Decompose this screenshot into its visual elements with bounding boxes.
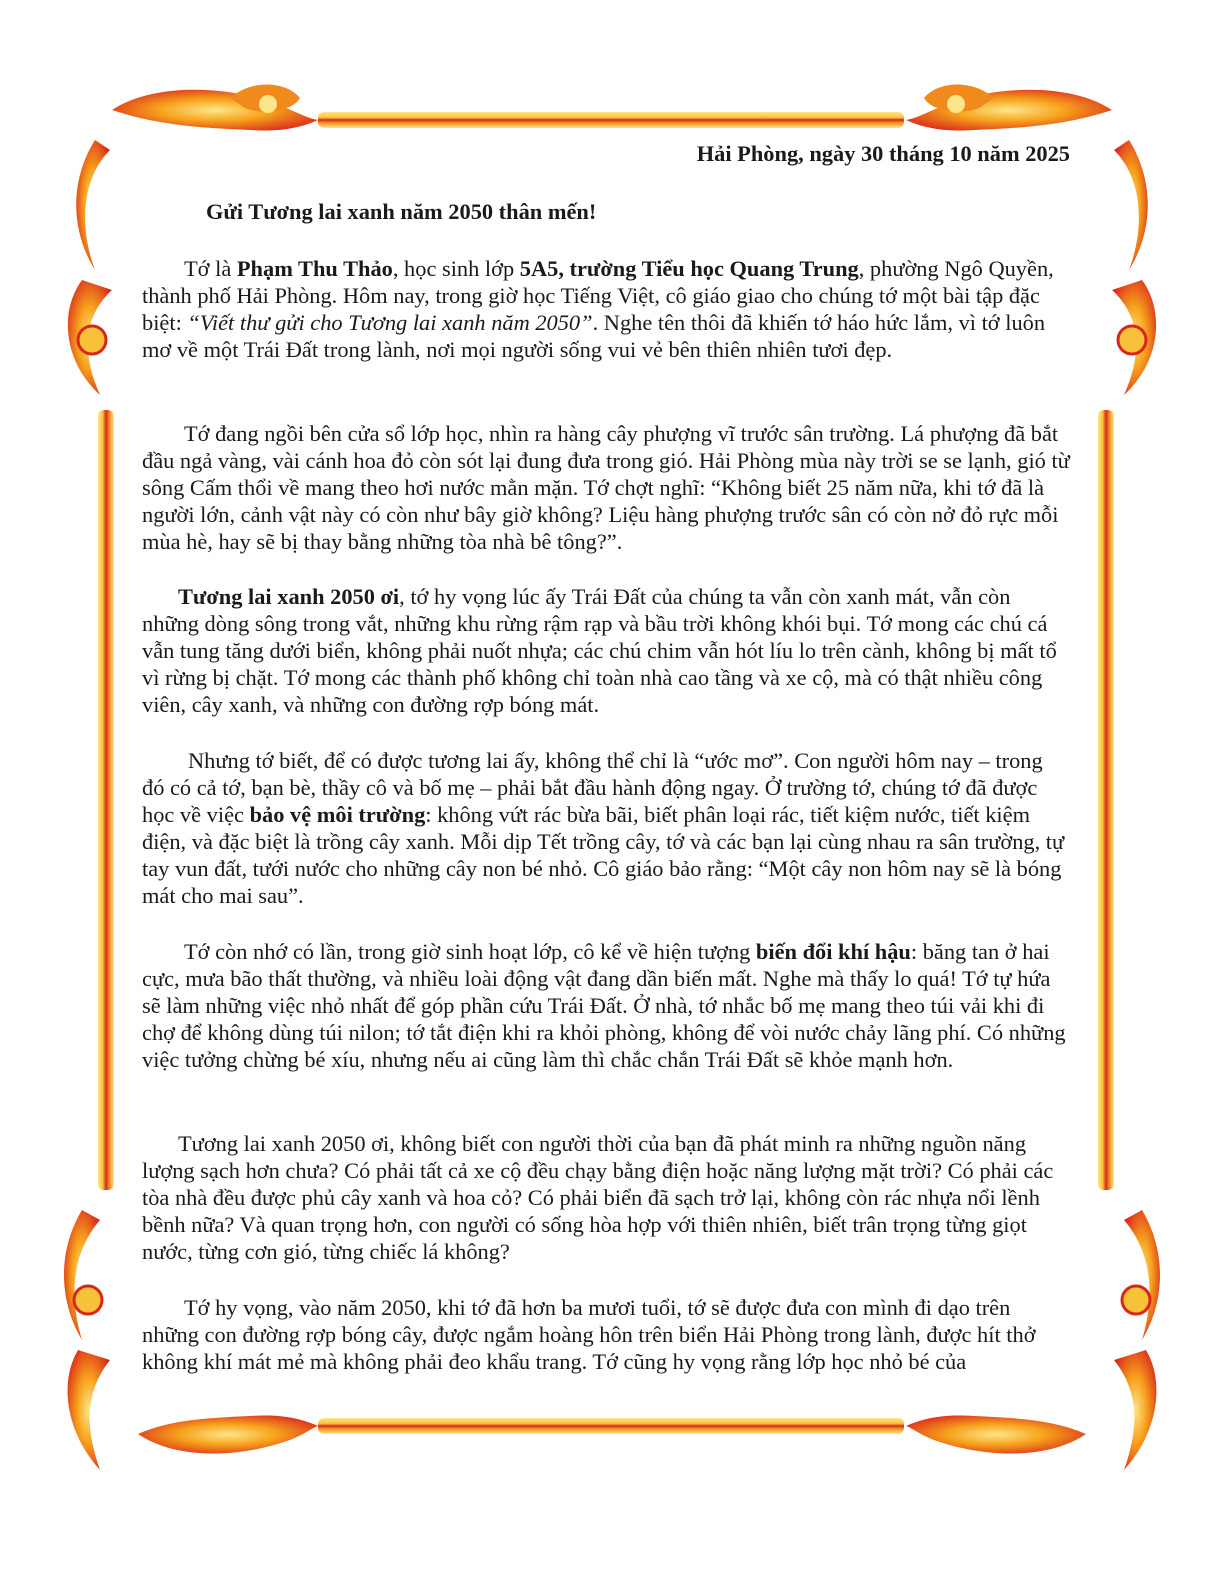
right-border-bar — [1098, 410, 1114, 1190]
paragraph-questions: Tương lai xanh 2050 ơi, không biết con người thời của bạn đã phát minh ra những nguồn năng lượng sạch hơn chưa? Có phải tất cả xe cộ đều chạy bằng điện hoặc năng lượng mặt trời? Có phải các tòa nhà đều được phủ cây xanh và hoa cỏ? Có phải biển đã sạch trở lại, không còn rác nhựa nổi lềnh bềnh nữa? Và quan trọng hơn, con người có sống hòa hợp với thiên nhiên, biết trân trọng từng giọt nước, từng cơn gió, từng chiếc lá không? — [142, 1131, 1054, 1264]
climate-change-phrase: biến đổi khí hậu — [755, 939, 911, 964]
paragraph-actions: Nhưng tớ biết, để có được tương lai ấy, không thể chỉ là “ước mơ”. Con người hôm nay – trong đó có cả tớ, bạn bè, thầy cô và bố mẹ – phải bắt đầu hành động ngay. Ở trường tớ, chúng tớ đã được học về việc bảo vệ môi trường: không vứt rác bừa bãi, biết phân loại rác, tiết kiệm nước, tiết kiệm điện, và đặc biệt là trồng cây xanh. Mỗi dịp Tết trồng cây, tớ và các bạn lại cùng nhau ra sân trường, tự tay vun đất, tưới nước cho những cây non bé nhỏ. Cô giáo bảo rằng: “Một cây non hôm nay sẽ là bóng mát cho mai sau”. — [142, 748, 1065, 908]
school-name: 5A5, trường Tiểu học Quang Trung — [519, 256, 859, 281]
paragraph-climate-change: Tớ còn nhớ có lần, trong giờ sinh hoạt lớp, cô kể về hiện tượng biến đổi khí hậu: băng tan ở hai cực, mưa bão thất thường, và nhiều loài động vật đang dần biến mất. Nghe mà thấy lo quá! Tớ tự hứa sẽ làm những việc nhỏ nhất để góp phần cứu Trái Đất. Ở nhà, tớ nhắc bố mẹ mang theo túi vải khi đi chợ để không dùng túi nilon; tớ tắt điện khi ra khỏi phòng, không để vòi nước chảy lãng phí. Có những việc tưởng chừng bé xíu, nhưng nếu ai cũng làm thì chắc chắn Trái Đất sẽ khỏe mạnh hơn. — [142, 939, 1066, 1072]
top-border-bar — [318, 112, 904, 128]
letter-date: Hải Phòng, ngày 30 tháng 10 năm 2025 — [696, 141, 1070, 166]
paragraph-hopes: Tương lai xanh 2050 ơi, tớ hy vọng lúc ấy Trái Đất của chúng ta vẫn còn xanh mát, vẫn còn những dòng sông trong vắt, những khu rừng rậm rạp và bầu trời không khói bụi. Tớ mong các chú cá vẫn tung tăng dưới biển, không phải nuốt nhựa; các chú chim vẫn hót líu lo trên cành, không bị mất tổ vì rừng bị chặt. Tớ mong các thành phố không chỉ toàn nhà cao tầng và xe cộ, mà có thật nhiều công viên, cây xanh, và những con đường rợp bóng mát. — [142, 584, 1057, 717]
paragraph-window-view: Tớ đang ngồi bên cửa sổ lớp học, nhìn ra hàng cây phượng vĩ trước sân trường. Lá phượng đã bắt đầu ngả vàng, vài cánh hoa đỏ còn sót lại đung đưa trong gió. Hải Phòng mùa này trời se se lạnh, gió từ sông Cấm thổi về mang theo hơi nước mằn mặn. Tớ chợt nghĩ: “Không biết 25 năm nữa, khi tớ đã là người lớn, cảnh vật này có còn như bây giờ không? Liệu hàng phượng trước sân có còn nở đỏ rực mỗi mùa hè, hay sẽ bị thay bằng những tòa nhà bê tông?”. — [142, 421, 1070, 554]
environment-protection-phrase: bảo vệ môi trường — [249, 802, 426, 827]
student-name: Phạm Thu Thảo — [236, 256, 393, 281]
letter-greeting: Gửi Tương lai xanh năm 2050 thân mến! — [206, 199, 597, 224]
assignment-title: “Viết thư gửi cho Tương lai xanh năm 2050” — [187, 310, 593, 335]
left-border-bar — [98, 410, 114, 1190]
bottom-border-bar — [318, 1418, 904, 1434]
paragraph-introduction: Tớ là Phạm Thu Thảo, học sinh lớp 5A5, trường Tiểu học Quang Trung, phường Ngô Quyền, thành phố Hải Phòng. Hôm nay, trong giờ học Tiếng Việt, cô giáo giao cho chúng tớ một bài tập đặc biệt: “Viết thư gửi cho Tương lai xanh năm 2050”. Nghe tên thôi đã khiến tớ háo hức lắm, vì tớ luôn mơ về một Trái Đất trong lành, nơi mọi người sống vui vẻ bên thiên nhiên tươi đẹp. — [142, 256, 1054, 362]
paragraph-future-wish: Tớ hy vọng, vào năm 2050, khi tớ đã hơn ba mươi tuổi, tớ sẽ được đưa con mình đi dạo trên những con đường rợp bóng cây, được ngắm hoàng hôn trên biển Hải Phòng trong lành, được hít thở không khí mát mẻ mà không phải đeo khẩu trang. Tớ cũng hy vọng rằng lớp học nhỏ bé của — [142, 1295, 1036, 1374]
address-phrase: Tương lai xanh 2050 ơi — [178, 584, 400, 609]
